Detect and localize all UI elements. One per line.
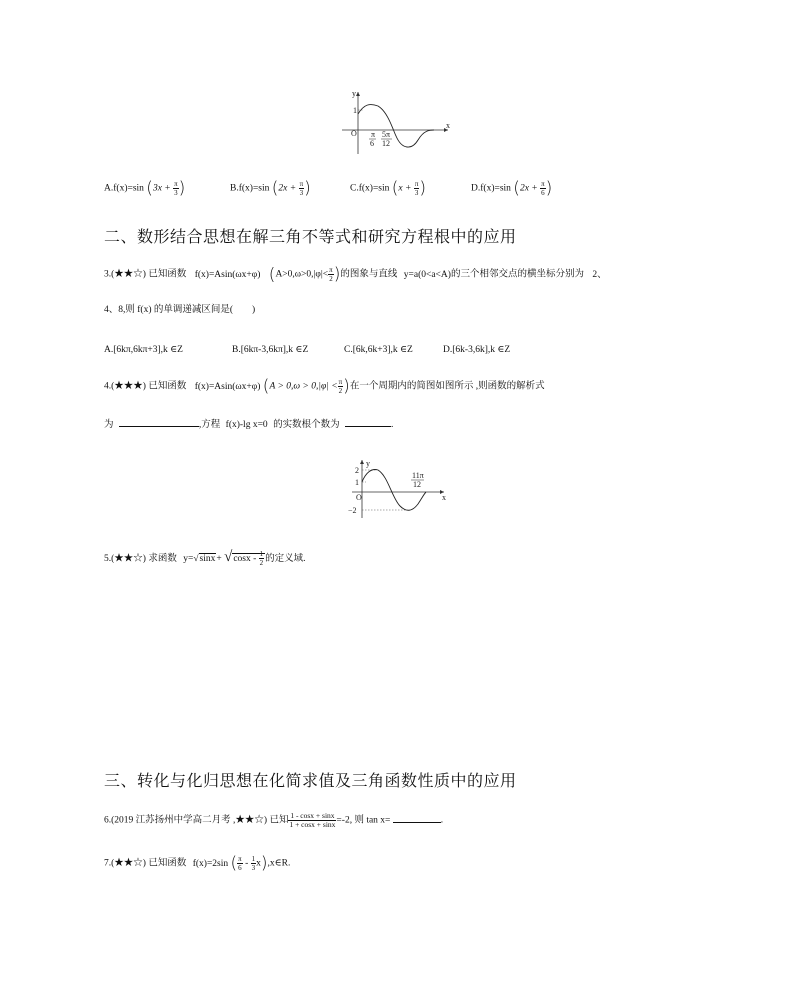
q5-sqrt2-pre: cosx - — [233, 554, 259, 564]
q6-frac — [288, 812, 336, 829]
origin-label: O — [351, 129, 357, 138]
frac-den: 1 + cosx + sinx — [289, 820, 336, 829]
option-c-expr: x + — [398, 183, 414, 194]
q6-label: 6.(2019 江苏扬州中学高二月考 ,★★☆) 已知 — [104, 815, 289, 826]
q3-line-eq: y=a(0<a<A) — [403, 269, 451, 280]
tick-neg-two: −2 — [348, 506, 357, 515]
frac-num: 1 — [251, 855, 256, 863]
y-label: y — [366, 459, 370, 468]
q5-sqrt1: sinx — [199, 554, 216, 564]
q7-minus: - — [242, 858, 251, 869]
q2-option-a — [104, 180, 185, 197]
tick-5pi-num: 5π — [382, 130, 391, 139]
paren-close: ) — [419, 178, 426, 199]
tick-two: 2 — [355, 466, 359, 475]
q3-line2-a: 4、8,则 — [104, 305, 135, 315]
q5-label: 5.(★★☆) 求函数 — [104, 554, 177, 564]
paren-close: ) — [545, 178, 553, 199]
frac-num: π — [338, 378, 343, 386]
y-axis-arrow — [360, 460, 364, 464]
q4-line2 — [104, 418, 393, 432]
q6-answer-blank[interactable] — [393, 822, 441, 823]
q4-condition: A > 0,ω > 0,|φ| < — [269, 381, 338, 392]
frac-den: 2 — [259, 559, 264, 568]
tick-one: 1 — [355, 478, 359, 487]
q7-line — [104, 855, 290, 872]
tick-pi-num: π — [371, 130, 376, 139]
q4-answer-blank-1[interactable] — [119, 426, 199, 427]
q4-label: 4.(★★★) 已知函数 — [104, 381, 187, 392]
q3-label: 3.(★★☆) 已知函数 — [104, 269, 187, 280]
q5-frac — [259, 550, 265, 567]
tick-5pi-den: 12 — [382, 139, 390, 148]
q3-line2-b: 的单调递减区间是( ) — [153, 305, 256, 315]
frac-den: 3 — [174, 189, 178, 197]
frac-num: π — [414, 180, 419, 188]
x-label: x — [442, 493, 446, 502]
frac-den: 2 — [338, 387, 343, 395]
q4-line2-c: 的实数根个数为 — [273, 420, 340, 430]
y-axis-arrow — [356, 92, 360, 96]
q3-option-a: A.[6kπ,6kπ+3],k ∈Z — [104, 345, 183, 355]
option-a-expr: 3x + — [152, 183, 174, 194]
q7-label: 7.(★★☆) 已知函数 — [104, 858, 187, 869]
frac-num: 1 - cosx + sinx — [290, 811, 335, 820]
q3-text-end: 的三个相邻交点的横坐标分别为 — [450, 269, 584, 280]
tick-11pi-num: 11π — [412, 471, 424, 480]
q2-option-d — [471, 180, 552, 197]
paren-close: ) — [333, 264, 341, 285]
frac-den: 6 — [541, 189, 545, 197]
frac-num: π — [541, 180, 545, 188]
sqrt-sign-1: √ — [193, 554, 199, 564]
y-label: y — [352, 89, 356, 98]
q2-option-b — [230, 180, 311, 197]
frac-den: 6 — [238, 864, 242, 872]
q5-text-end: 的定义域. — [265, 554, 306, 564]
q3-line2 — [104, 303, 255, 317]
q5-func-pre: y= — [183, 554, 194, 564]
option-d-expr: 2x + — [519, 183, 541, 194]
option-d-prefix: D.f(x)=sin — [471, 183, 511, 194]
section3-heading: 三、转化与化归思想在化简求值及三角函数性质中的应用 — [104, 771, 517, 790]
frac-den: 3 — [251, 864, 256, 872]
frac-den: 2 — [329, 275, 333, 283]
option-b-prefix: B.f(x)=sin — [230, 183, 270, 194]
frac-num: π — [329, 266, 333, 274]
tick-pi-den: 6 — [370, 139, 374, 148]
q5-sqrt2 — [232, 550, 265, 568]
q3-option-d: D.[6k-3,6k],k ∈Z — [443, 345, 511, 355]
q3-option-c: C.[6k,6k+3],k ∈Z — [344, 345, 413, 355]
paren-open: ( — [230, 853, 238, 874]
q5-plus: + — [216, 554, 222, 564]
q4-line1 — [104, 378, 545, 395]
paren-open: ( — [391, 178, 399, 199]
paren-close: ) — [304, 178, 311, 199]
section2-heading: 二、数形结合思想在解三角不等式和研究方程根中的应用 — [104, 227, 517, 246]
sqrt-sign-2: √ — [224, 549, 233, 565]
q3-line1 — [104, 266, 607, 283]
q4-line2-b: ,方程 — [198, 420, 221, 430]
paren-close: ) — [260, 853, 268, 874]
q3-fx: f(x) — [137, 305, 152, 315]
q6-text-mid: =-2, 则 — [336, 815, 364, 826]
x-label: x — [446, 121, 450, 130]
sine-graph-2 — [338, 458, 456, 520]
q4-line2-a: 为 — [104, 420, 114, 430]
q3-func: f(x)=Asin(ωx+φ) — [194, 269, 261, 280]
q7-x: x — [256, 858, 261, 869]
q5-line — [104, 550, 306, 567]
paren-open: ( — [513, 178, 520, 199]
paren-open: ( — [271, 178, 279, 199]
q4-func: f(x)=Asin(ωx+φ) — [194, 381, 261, 392]
origin-label: O — [356, 493, 362, 502]
q4-line2-end: . — [390, 420, 394, 430]
paren-open: ( — [146, 178, 153, 199]
q3-option-b: B.[6kπ-3,6kπ],k ∈Z — [232, 345, 309, 355]
frac-den: 3 — [414, 189, 419, 197]
paren-open: ( — [262, 376, 270, 397]
q3-val1: 2、 — [592, 269, 607, 280]
q2-option-c — [350, 180, 426, 197]
frac-num: π — [238, 855, 242, 863]
option-c-prefix: C.f(x)=sin — [350, 183, 390, 194]
option-a-prefix: A.f(x)=sin — [104, 183, 144, 194]
q4-equation: f(x)-lg x=0 — [225, 420, 268, 430]
frac-num: 1 — [259, 550, 264, 559]
q4-answer-blank-2[interactable] — [345, 426, 391, 427]
q7-func: f(x)=2sin — [192, 858, 229, 869]
option-b-expr: 2x + — [278, 183, 299, 194]
q3-text-mid: 的图象与直线 — [340, 269, 398, 280]
paren-open: ( — [268, 264, 276, 285]
q6-tan: tan x= — [366, 815, 391, 826]
paren-close: ) — [343, 376, 350, 397]
q6-end: . — [440, 815, 444, 826]
q6-line — [104, 812, 443, 829]
frac-num: π — [174, 180, 178, 188]
tick-one: 1 — [353, 106, 357, 115]
sine-graph-1 — [338, 88, 456, 158]
tick-11pi-den: 12 — [413, 480, 421, 489]
q7-end: ,x∈R. — [267, 858, 291, 869]
paren-close: ) — [178, 178, 186, 199]
frac-den: 3 — [299, 189, 304, 197]
frac-num: π — [299, 180, 304, 188]
q3-condition: A>0,ω>0,|φ|< — [275, 269, 329, 280]
q4-text-end: 在一个周期内的简图如图所示 ,则函数的解析式 — [349, 381, 545, 392]
